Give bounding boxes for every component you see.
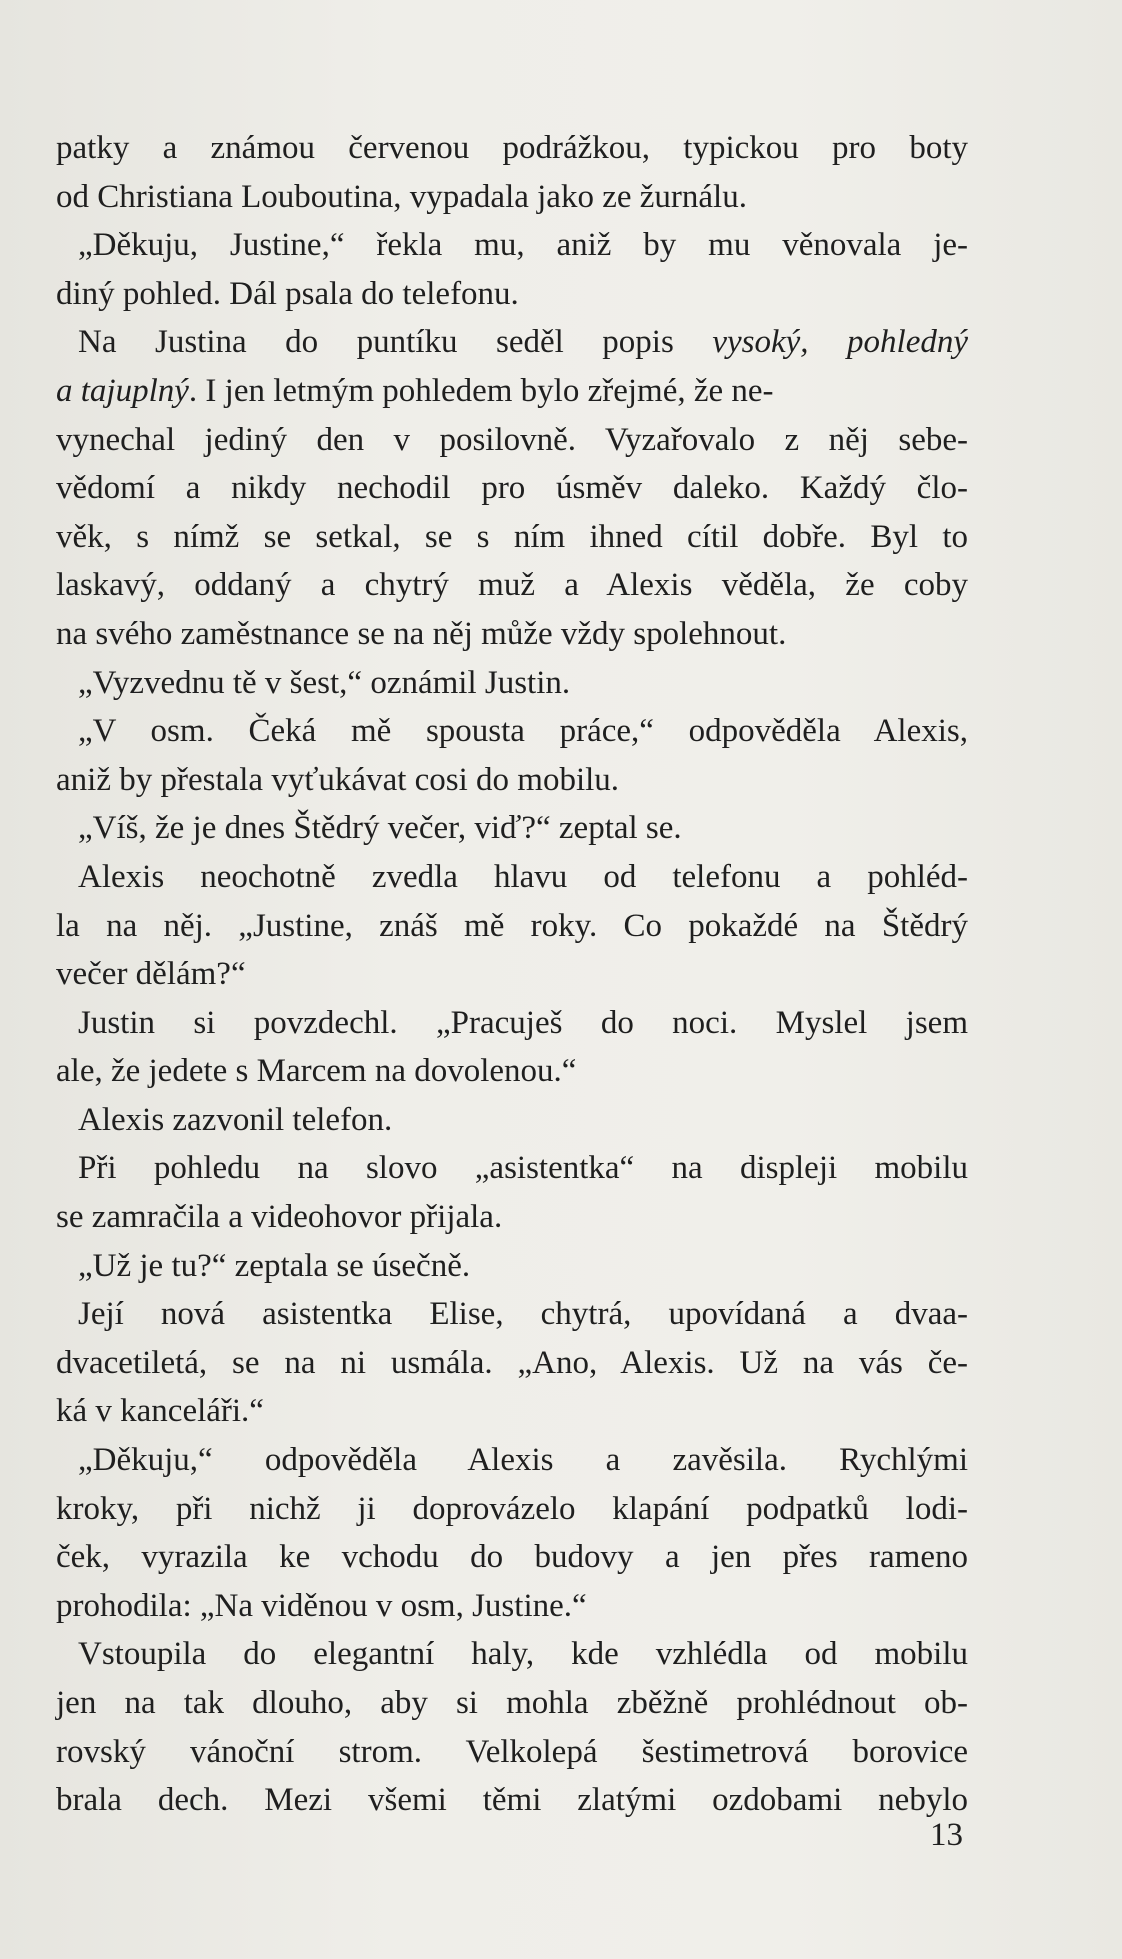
text-line: se zamračila a videohovor přijala. <box>56 1199 503 1236</box>
text-line: Její nová asistentka Elise, chytrá, upovídaná a dvaa- <box>78 1296 968 1333</box>
text-line: vynechal jediný den v posilovně. Vyzařovalo z něj sebe- <box>56 421 968 458</box>
text-line-mixed <box>56 367 968 416</box>
text-line: brala dech. Mezi všemi těmi zlatými ozdobami nebylo <box>56 1782 968 1819</box>
text-line: Při pohledu na slovo „asistentka“ na displeji mobilu <box>78 1150 968 1187</box>
text-line: Vstoupila do elegantní haly, kde vzhlédla od mobilu <box>78 1636 968 1673</box>
text-line: Alexis neochotně zvedla hlavu od telefonu a pohléd- <box>78 858 968 895</box>
text-line: „Už je tu?“ zeptala se úsečně. <box>78 1247 471 1284</box>
text-line: laskavý, oddaný a chytrý muž a Alexis věděla, že coby <box>56 567 968 604</box>
text-line: Justin si povzdechl. „Pracuješ do noci. Myslel jsem <box>78 1004 968 1041</box>
text-line: ká v kanceláři.“ <box>56 1393 264 1430</box>
italic-phrase: vysoký, pohledný <box>712 324 968 361</box>
text-line: večer dělám?“ <box>56 956 246 993</box>
text-line: „Děkuju, Justine,“ řekla mu, aniž by mu věnovala je- <box>78 227 968 264</box>
text-line: „V osm. Čeká mě spousta práce,“ odpověděla Alexis, <box>78 713 968 750</box>
text-line: diný pohled. Dál psala do telefonu. <box>56 275 519 312</box>
text-line: rovský vánoční strom. Velkolepá šestimetrová borovice <box>56 1733 968 1770</box>
text-line: aniž by přestala vyťukávat cosi do mobilu. <box>56 761 620 798</box>
body-text <box>56 124 968 1825</box>
text-line: „Víš, že je dnes Štědrý večer, viď?“ zeptal se. <box>78 810 682 847</box>
text-line: věk, s nímž se setkal, se s ním ihned cítil dobře. Byl to <box>56 518 968 555</box>
text-line: patky a známou červenou podrážkou, typickou pro boty <box>56 130 968 166</box>
text-line: jen na tak dlouho, aby si mohla zběžně prohlédnout ob- <box>56 1685 968 1721</box>
text-line: ale, že jedete s Marcem na dovolenou.“ <box>56 1053 577 1090</box>
text-line: „Děkuju,“ odpověděla Alexis a zavěsila. Rychlými <box>78 1442 968 1479</box>
text-line: kroky, při nichž ji doprovázelo klapání podpatků lodi- <box>56 1490 968 1527</box>
text-segment: Na Justina do puntíku seděl popis <box>78 324 674 361</box>
text-line: vědomí a nikdy nechodil pro úsměv daleko. Každý člo- <box>56 470 968 507</box>
page-number: 13 <box>930 1817 963 1853</box>
text-line: od Christiana Louboutina, vypadala jako ze žurnálu. <box>56 178 747 215</box>
text-line: na svého zaměstnance se na něj může vždy spolehnout. <box>56 615 787 652</box>
text-line-mixed <box>56 318 968 367</box>
text-line: „Vyzvednu tě v šest,“ oznámil Justin. <box>78 664 571 701</box>
text-line: dvacetiletá, se na ni usmála. „Ano, Alexis. Už na vás če- <box>56 1344 968 1381</box>
text-line: ček, vyrazila ke vchodu do budovy a jen přes rameno <box>56 1539 968 1576</box>
text-line: Alexis zazvonil telefon. <box>78 1101 393 1138</box>
text-segment: . I jen letmým pohledem bylo zřejmé, že ne- <box>188 372 774 409</box>
text-line: prohodila: „Na viděnou v osm, Justine.“ <box>56 1587 587 1624</box>
text-line: la na něj. „Justine, znáš mě roky. Co pokaždé na Štědrý <box>56 907 968 944</box>
italic-phrase: a tajuplný <box>56 372 189 409</box>
